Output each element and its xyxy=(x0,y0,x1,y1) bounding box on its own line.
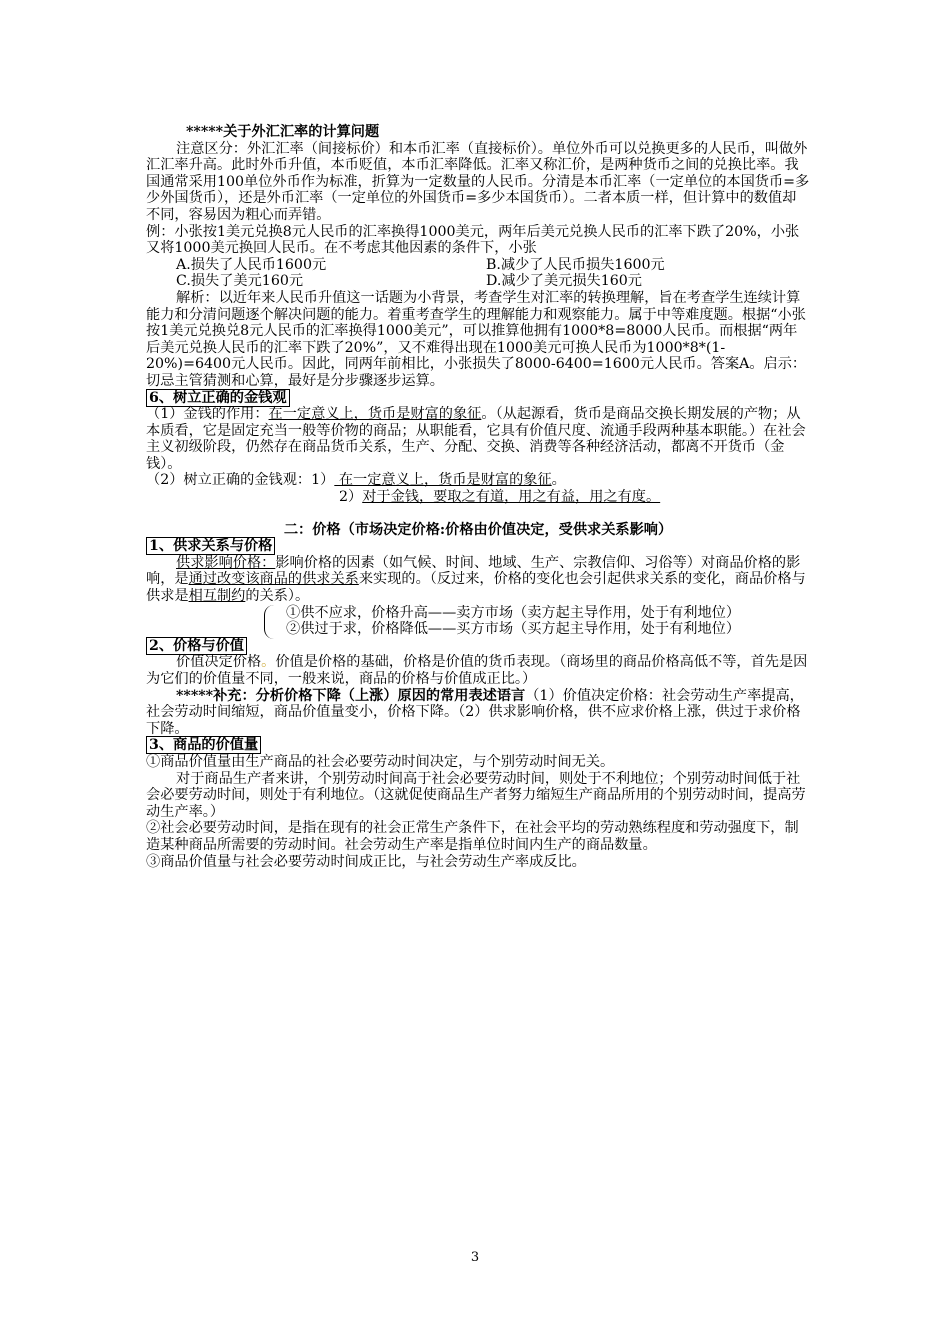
buyer-market-line: ②供过于求，价格降低——买方市场（买方起主导作用，处于有利地位） xyxy=(286,621,741,638)
supplement-para: *****补充：分析价格下降（上涨）原因的常用表述语言（1）价值决定价格：社会劳动生产率提高，社会劳动时间缩短，商品价值量变小，价格下降。（2）供求影响价格，供不应求价格上涨，供过于求价格下降。 xyxy=(146,687,804,737)
money-para-3: 2）对于金钱，要取之有道，用之有益，用之有度。 xyxy=(339,489,661,506)
option-c: C.损失了美元160元 xyxy=(176,273,304,290)
price-title: 二：价格（市场决定价格:价格由价值决定，受供求关系影响） xyxy=(283,521,673,538)
option-a: A.损失了人民币1600元 xyxy=(176,256,327,273)
page-number: 3 xyxy=(470,1250,480,1265)
brace-icon xyxy=(264,605,277,639)
money-heading: 6、树立正确的金钱观 xyxy=(146,389,290,407)
forex-heading: *****关于外汇汇率的计算问题 xyxy=(186,124,380,140)
price-value-heading: 2、价格与价值 xyxy=(146,637,247,655)
supply-demand-para: 供求影响价格：影响价格的因素（如气候、时间、地域、生产、宗教信仰、习俗等）对商品价格的影响，是通过改变该商品的供求关系来实现的。（反过来，价格的变化也会引起供求关系的变化，商品价格与供求是相互制约的关系）。 xyxy=(146,554,806,605)
value-quantity-para-1: ①商品价值量由生产商品的社会必要劳动时间决定，与个别劳动时间无关。 xyxy=(146,753,615,770)
option-d: D.减少了美元损失160元 xyxy=(486,273,642,290)
supply-demand-heading: 1、供求关系与价格 xyxy=(146,537,275,555)
document-page xyxy=(146,124,810,870)
value-quantity-para-2: 对于商品生产者来讲，个别劳动时间高于社会必要劳动时间，则处于不利地位；个别劳动时间低于社会必要劳动时间，则处于有利地位。（这就促使商品生产者努力缩短生产商品所用的个别劳动时间，提高劳动生产率。） xyxy=(146,770,806,820)
value-quantity-para-3: ②社会必要劳动时间，是指在现有的社会正常生产条件下，在社会平均的劳动熟练程度和劳动强度下，制造某种商品所需要的劳动时间。社会劳动生产率是指单位时间内生产的商品数量。 xyxy=(146,820,799,853)
forex-analysis: 解析：以近年来人民币升值这一话题为小背景，考查学生对汇率的转换理解，旨在考查学生连续计算能力和分清问题逐个解决问题的能力。着重考查学生的理解能力和观察能力。属于中等难度题。根据“小张按1美元兑换兑8元人民币的汇率换得1000美元”，可以推算他拥有1000*8=8000人民币。而根据“两年后美元兑换人民币的汇率下跌了20%”，又不难得出现在1000美元可换人民币为1000*8*(1-20%)=6400元人民币。因此，同两年前相比，小张损失了8000-6400=1600元人民币。答案A。启示：切忌主管猜测和心算，最好是分步骤逐步运算。 xyxy=(146,289,807,389)
value-quantity-para-4: ③商品价值量与社会必要劳动时间成正比，与社会劳动生产率成反比。 xyxy=(146,853,586,870)
option-b: B.减少了人民币损失1600元 xyxy=(486,256,665,273)
forex-note: 注意区分：外汇汇率（间接标价）和本币汇率（直接标价）。单位外币可以兑换更多的人民币，叫做外汇汇率升高。此时外币升值，本币贬值，本币汇率降低。汇率又称汇价，是两种货币之间的兑换比率。我国通常采用100单位外币作为标准，折算为一定数量的人民币。分清是本币汇率（一定单位的本国货币=多少外国货币），还是外币汇率（一定单位的外国货币=多少本国货币）。二者本质一样，但计算中的数值却不同，容易因为粗心而弄错。 xyxy=(146,140,810,223)
market-brace-group xyxy=(146,605,810,638)
money-para-1: （1）金钱的作用：在一定意义上，货币是财富的象征。（从起源看，货币是商品交换长期发展的产物；从本质看，它是固定充当一般等价物的商品；从职能看，它具有价值尺度、流通手段两种基本职能。）在社会主义初级阶段，仍然存在商品货币关系，生产、分配、交换、消费等各种经济活动，都离不开货币（金钱）。 xyxy=(146,406,806,472)
options-row-1 xyxy=(146,257,810,274)
forex-example: 例：小张按1美元兑换8元人民币的汇率换得1000美元，两年后美元兑换人民币的汇率下跌了20%，小张又将1000美元换回人民币。在不考虑其他因素的条件下，小张 xyxy=(146,223,800,257)
seller-market-line: ①供不应求，价格升高——卖方市场（卖方起主导作用，处于有利地位） xyxy=(286,604,741,621)
price-value-para: 价值决定价格。价值是价格的基础，价格是价值的货币表现。（商场里的商品价格高低不等，首先是因为它们的价值量不同，一般来说，商品的价格与价值成正比。） xyxy=(146,654,808,687)
options-row-2 xyxy=(146,273,810,290)
money-para-2: （2）树立正确的金钱观：1） 在一定意义上，货币是财富的象征。 xyxy=(146,472,566,489)
value-quantity-heading: 3、商品的价值量 xyxy=(146,736,261,754)
